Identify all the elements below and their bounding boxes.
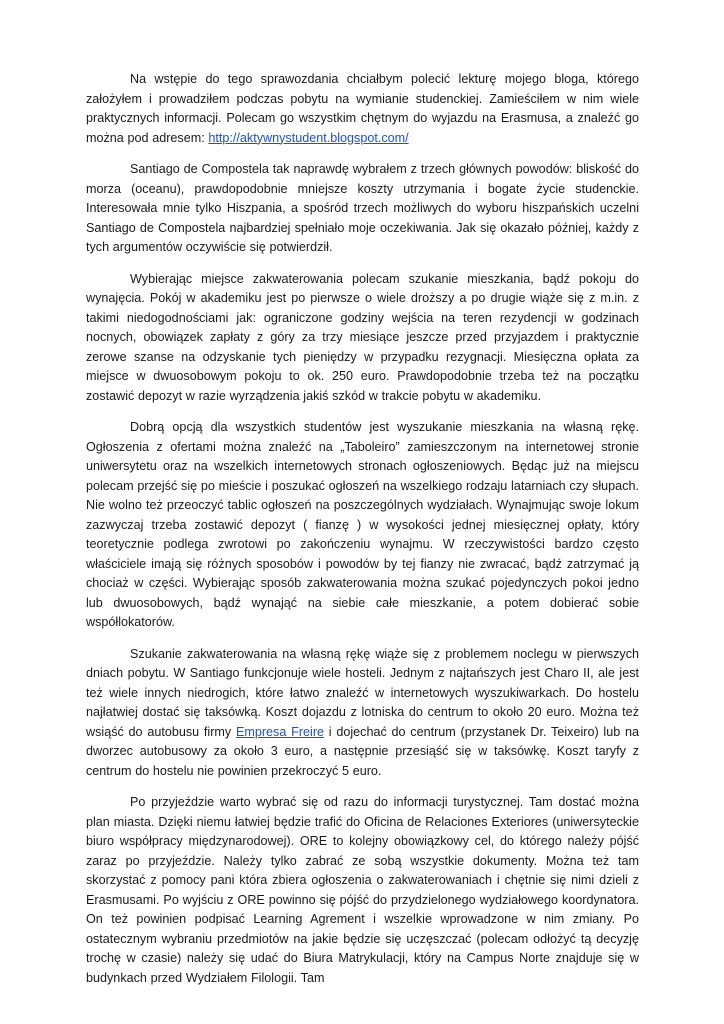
blog-link[interactable]: http://aktywnystudent.blogspot.com/ — [208, 130, 409, 145]
empresa-freire-link[interactable]: Empresa Freire — [235, 724, 325, 739]
paragraph-arrival-formalities: Po przyjeździe warto wybrać się od razu do informacji turystycznej. Tam dostać można plan miasta. Dzięki niemu łatwiej będzie trafić do Oficina de Relaciones Exteriores (uniwersyteckie biuro współpracy międzynarodowej). ORE to kolejny obowiązkowy cel, do którego należy pójść zaraz po przyjeździe. Należy tylko zabrać ze sobą wszystkie dokumenty. Można też tam skorzystać z pomocy pani która zbiera ogłoszenia o zakwaterowaniach i chętnie się nimi dzieli z Erasmusami. Po wyjściu z ORE powinno się pójść do przydzielonego wydziałowego koordynatora. On też powinien podpisać Learning Agrement i wszelkie wprowadzone w nim zmiany. Po ostatecznym wybraniu przedmiotów na jakie będzie się uczęszczać (polecam odłożyć tą decyzję trochę w czasie) należy się udać do Biura Matrykulacji, który na Campus Norte znajduje się w budynkach przed Wydziałem Filologii. Tam — [86, 795, 639, 985]
paragraph-apartment-search: Dobrą opcją dla wszystkich studentów jest wyszukanie mieszkania na własną rękę. Ogłoszenia z ofertami można znaleźć na „Taboleiro” zamieszczonym na internetowej stronie uniwersytetu oraz na wszelkich internetowych stronach ogłoszeniowych. Będąc już na miejscu polecam przejść się po mieście i poszukać ogłoszeń na wszelkiego rodzaju latarniach czy słupach. Nie wolno też przeoczyć tablic ogłoszeń na poszczególnych wydziałach. Wynajmując swoje lokum zazwyczaj trzeba zostawić depozyt ( fianzę ) w wysokości jednej miesięcznej opłaty, który teoretycznie podlega zwrotowi po zakończeniu wynajmu. W rzeczywistości bardzo często właściciele imają się różnych sposobów i powodów by tej fianzy nie zwracać, bądź zatrzymać ją chociaż w części. Wybierając sposób zakwaterowania można szukać pojedynczych pokoi jedno lub dwuosobowych, bądź wynająć na siebie całe mieszkanie, a potem dobierać sobie współlokatorów. — [86, 420, 639, 629]
document-page — [86, 70, 639, 1000]
paragraph-intro-blog — [86, 70, 639, 148]
paragraph-dormitory: Wybierając miejsce zakwaterowania polecam szukanie mieszkania, bądź pokoju do wynajęcia. Pokój w akademiku jest po pierwsze o wiele droższy a po drugie wiąże się z m.in. z takimi niedogodnościami jak: ograniczone godziny wejścia na teren rezydencji w godzinach nocnych, obowiązek zapłaty z góry za trzy miesiące jeszcze przed przyjazdem i praktycznie zerowe szanse na odzyskanie tych pieniędzy w przypadku rezygnacji. Miesięczna opłata za miejsce w dwuosobowym pokoju to ok. 250 euro. Prawdopodobnie trzeba też na początku zostawić depozyt w razie wyrządzenia jakiś szkód w trakcie pobytu w akademiku. — [86, 271, 639, 403]
paragraph-hostels-text-before: Szukanie zakwaterowania na własną rękę wiąże się z problemem noclegu w pierwszych dniach pobytu. W Santiago funkcjonuje wiele hosteli. Jednym z najtańszych jest Charo II, ale jest też wiele innych niedrogich, które łatwo znaleźć w internetowych wyszukiwarkach. Do hostelu najłatwiej dostać się taksówką. Koszt dojazdu z lotniska do centrum to około 20 euro. Można też wsiąść do autobusu firmy — [86, 646, 639, 739]
paragraph-hostels-transport — [86, 645, 639, 782]
paragraph-choice-reasons: Santiago de Compostela tak naprawdę wybrałem z trzech głównych powodów: bliskość do morza (oceanu), prawdopodobnie mniejsze koszty utrzymania i bogate życie studenckie. Interesowała mnie tylko Hiszpania, a spośród trzech możliwych do wyboru hiszpańskich uczelni Santiago de Compostela najbardziej spełniało moje oczekiwania. Jak się okazało później, każdy z tych argumentów oczywiście się potwierdził. — [86, 162, 639, 254]
paragraph-hostels-text-after: i dojechać do centrum (przystanek Dr. Teixeiro) lub na dworzec autobusowy za około 3 euro, a następnie przesiąść się w taksówkę. Koszt taryfy z centrum do hostelu nie powinien przekroczyć 5 euro. — [86, 724, 639, 778]
paragraph-intro-text: Na wstępie do tego sprawozdania chciałbym polecić lekturę mojego bloga, którego założyłem i prowadziłem podczas pobytu na wymianie studenckiej. Zamieściłem w nim wiele praktycznych informacji. Polecam go wszystkim chętnym do wyjazdu na Erasmusa, a znaleźć go można pod adresem: — [86, 72, 639, 145]
